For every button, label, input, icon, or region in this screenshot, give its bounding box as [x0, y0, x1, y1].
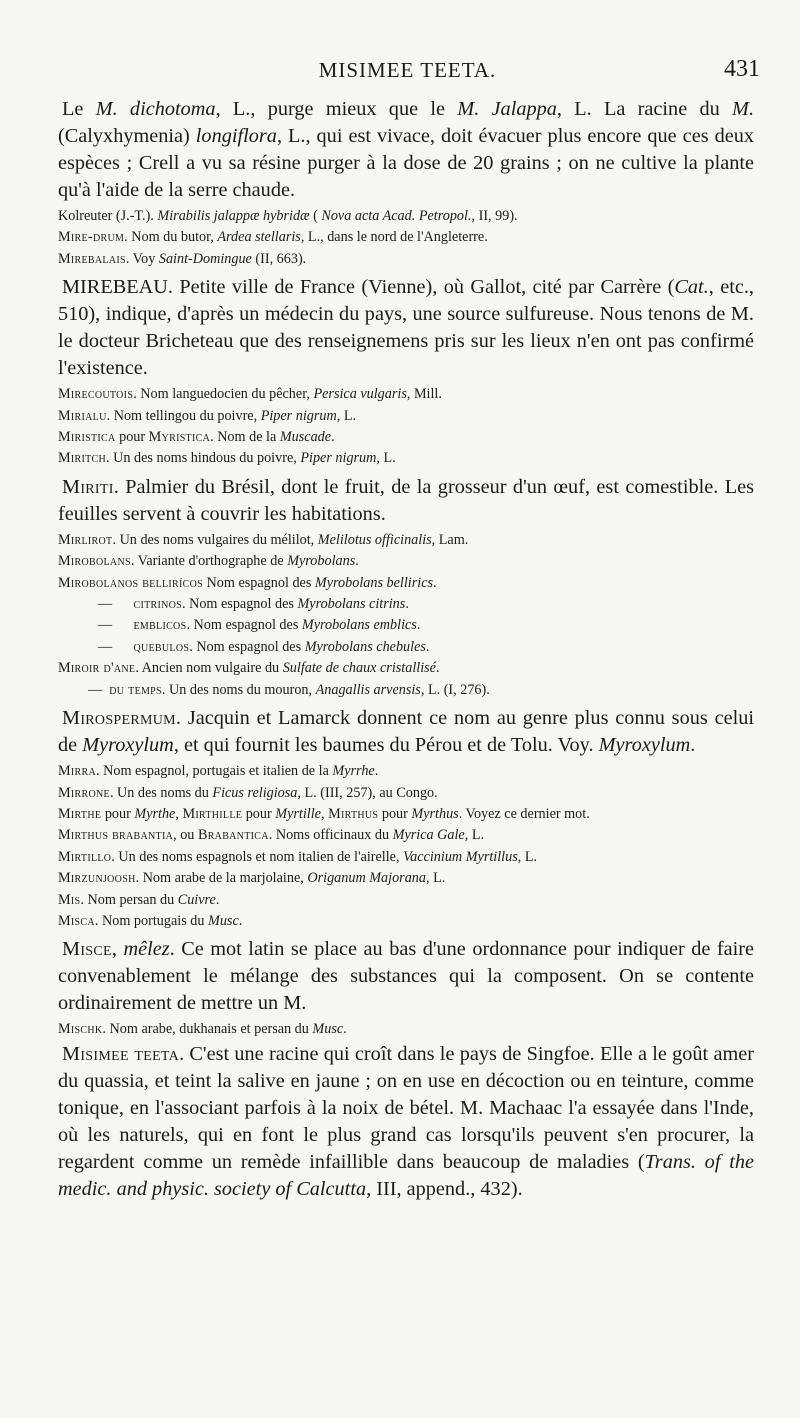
entry-headword: Mirobolanos bellirícos: [58, 574, 203, 591]
entry-headword: emblicos: [133, 617, 187, 634]
entry-headword: Mirlirot: [58, 531, 113, 548]
page-header: [55, 58, 760, 90]
page-body: [58, 96, 754, 1205]
entry-miristica: Miristica pour Myristica. Nom de la Muscade.: [58, 429, 335, 446]
entry-misimee-teeta: Misimee teeta. C'est une racine qui croît dans le pays de Singfoe. Elle a le goût amer du quassia, et teint la salive en jaune ; on en use en décoction ou en teinture, comme tonique, en l'associant parfois à la noix de bétel. M. Machaac l'a essayée dans l'Inde, où les naturels, qui en font le plus grand cas lorsqu'ils peuvent s'en procurer, la regardent comme un remède infaillible dans beaucoup de maladies (Trans. of the medic. and physic. society of Calcutta, III, append., 432).: [58, 1042, 754, 1200]
entry-headword: Mirzunjoosh: [58, 870, 136, 887]
entry-citrinos: — citrinos. Nom espagnol des Myrobolans citrins.: [98, 596, 409, 613]
entry-headword: Mirebalais: [58, 250, 126, 267]
page-number: 431: [724, 56, 760, 82]
entry-headword: Mis: [58, 891, 81, 908]
entry-headword: Mirecoutois: [58, 386, 134, 403]
entry-emblicos: — emblicos. Nom espagnol des Myrobolans emblics.: [98, 617, 421, 634]
entry-quebulos: — quebulos. Nom espagnol des Myrobolans chebules.: [98, 638, 430, 655]
entry-mirebeau: MIREBEAU. Petite ville de France (Vienne), où Gallot, cité par Carrère (Cat., etc., 510), indique, d'après un médecin du pays, une source sulfureuse. Nous tenons de M. le docteur Bricheteau que des renseignemens pris sur les lieux n'en ont pas confirmé l'existence.: [58, 276, 754, 380]
entry-headword: Mirthe: [58, 805, 102, 822]
entry-headword: Mirthus brabantia: [58, 827, 174, 844]
entry-misce: Misce, mêlez. Ce mot latin se place au bas d'une ordonnance pour indiquer de faire convenablement le mélange des substances qui la composent. On se contente ordinairement de mettre un M.: [58, 938, 754, 1015]
running-title: MISIMEE TEETA.: [318, 58, 497, 82]
entry-citation: Kolreuter (J.-T.). Mirabilis jalappæ hybridæ ( Nova acta Acad. Petropol., II, 99).: [58, 208, 518, 224]
entry-mischk: Mischk. Nom arabe, dukhanais et persan du Musc.: [58, 1021, 347, 1038]
entry-headword: Miristica: [58, 429, 116, 446]
entry-headword: Miroir d'ane: [58, 660, 136, 677]
entry-headword: MIREBEAU: [62, 276, 168, 299]
entry-headword: citrinos: [133, 596, 182, 613]
entry-mirlirot: Mirlirot. Un des noms vulgaires du mélilot, Melilotus officinalis, Lam.: [58, 531, 469, 548]
entry-headword: quebulos: [133, 638, 190, 655]
entry-headword: Mirobolans: [58, 553, 131, 570]
entry-miroir-d-ane: Miroir d'ane. Ancien nom vulgaire du Sulfate de chaux cristallisé.: [58, 660, 440, 677]
entry-headword: Misimee teeta: [62, 1042, 180, 1065]
entry-mirobolanos-belliricos: Mirobolanos bellirícos Nom espagnol des Myrobolans bellirics.: [58, 574, 437, 591]
entry-paragraph: Le M. dichotoma, L., purge mieux que le M. Jalappa, L. La racine du M. (Calyxhymenia) longiflora, L., qui est vivace, doit évacuer plus encore que ces deux espèces ; Crell a vu sa résine purger à la dose de 20 grains ; on ne cultive la plante qu'à l'aide de la serre chaude.: [58, 98, 755, 201]
entry-headword: Miriti: [62, 475, 114, 498]
entry-misca: Misca. Nom portugais du Musc.: [58, 912, 243, 929]
entry-mirospermum: Mirospermum. Jacquin et Lamarck donnent ce nom au genre plus connu sous celui de Myroxylum, et qui fournit les baumes du Pérou et de Tolu. Voy. Myroxylum.: [58, 707, 754, 757]
entry-headword: Mirospermum: [62, 707, 176, 730]
entry-miritch: Miritch. Un des noms hindous du poivre, Piper nigrum, L.: [58, 450, 396, 467]
entry-mirecoutois: Mirecoutois. Nom languedocien du pêcher, Persica vulgaris, Mill.: [58, 386, 442, 403]
entry-headword: du temps: [109, 681, 162, 698]
entry-mirobolans: Mirobolans. Variante d'orthographe de Myrobolans.: [58, 553, 359, 570]
entry-mirzunjoosh: Mirzunjoosh. Nom arabe de la marjolaine, Origanum Majorana, L.: [58, 870, 446, 887]
entry-mirra: Mirra. Nom espagnol, portugais et italien de la Myrrhe.: [58, 763, 379, 780]
entry-mis: Mis. Nom persan du Cuivre.: [58, 891, 220, 908]
entry-headword: Mire-drum: [58, 229, 125, 246]
entry-miriti: Miriti. Palmier du Brésil, dont le fruit, de la grosseur d'un œuf, est comestible. Les feuilles servent à couvrir les habitations.: [58, 475, 754, 525]
entry-mirtillo: Mirtillo. Un des noms espagnols et nom italien de l'airelle, Vaccinium Myrtillus, L.: [58, 848, 538, 865]
entry-mirthe: Mirthe pour Myrthe, Mirthille pour Myrtille, Mirthus pour Myrthus. Voyez ce dernier mot.: [58, 805, 590, 822]
entry-headword: Mischk: [58, 1021, 103, 1038]
entry-mirthus-brabantia: Mirthus brabantia, ou Brabantica. Noms officinaux du Myrica Gale, L.: [58, 827, 485, 844]
entry-mirebalais: Mirebalais. Voy Saint-Domingue (II, 663).: [58, 250, 307, 267]
entry-miroir-du-temps: — du temps. Un des noms du mouron, Anagallis arvensis, L. (I, 276).: [88, 681, 490, 698]
entry-mirialu: Mirialu. Nom tellingou du poivre, Piper nigrum, L.: [58, 407, 357, 424]
entry-headword: Mirra: [58, 763, 97, 780]
entry-headword: Misca: [58, 912, 95, 929]
entry-headword: Mirtillo: [58, 848, 112, 865]
entry-mirrone: Mirrone. Un des noms du Ficus religiosa, L. (III, 257), au Congo.: [58, 784, 438, 801]
entry-headword: Mirrone: [58, 784, 110, 801]
entry-headword: Miritch: [58, 450, 107, 467]
entry-headword: Misce: [62, 938, 112, 961]
entry-headword: Mirialu: [58, 407, 107, 424]
entry-mire-drum: Mire-drum. Nom du butor, Ardea stellaris, L., dans le nord de l'Angleterre.: [58, 229, 488, 246]
